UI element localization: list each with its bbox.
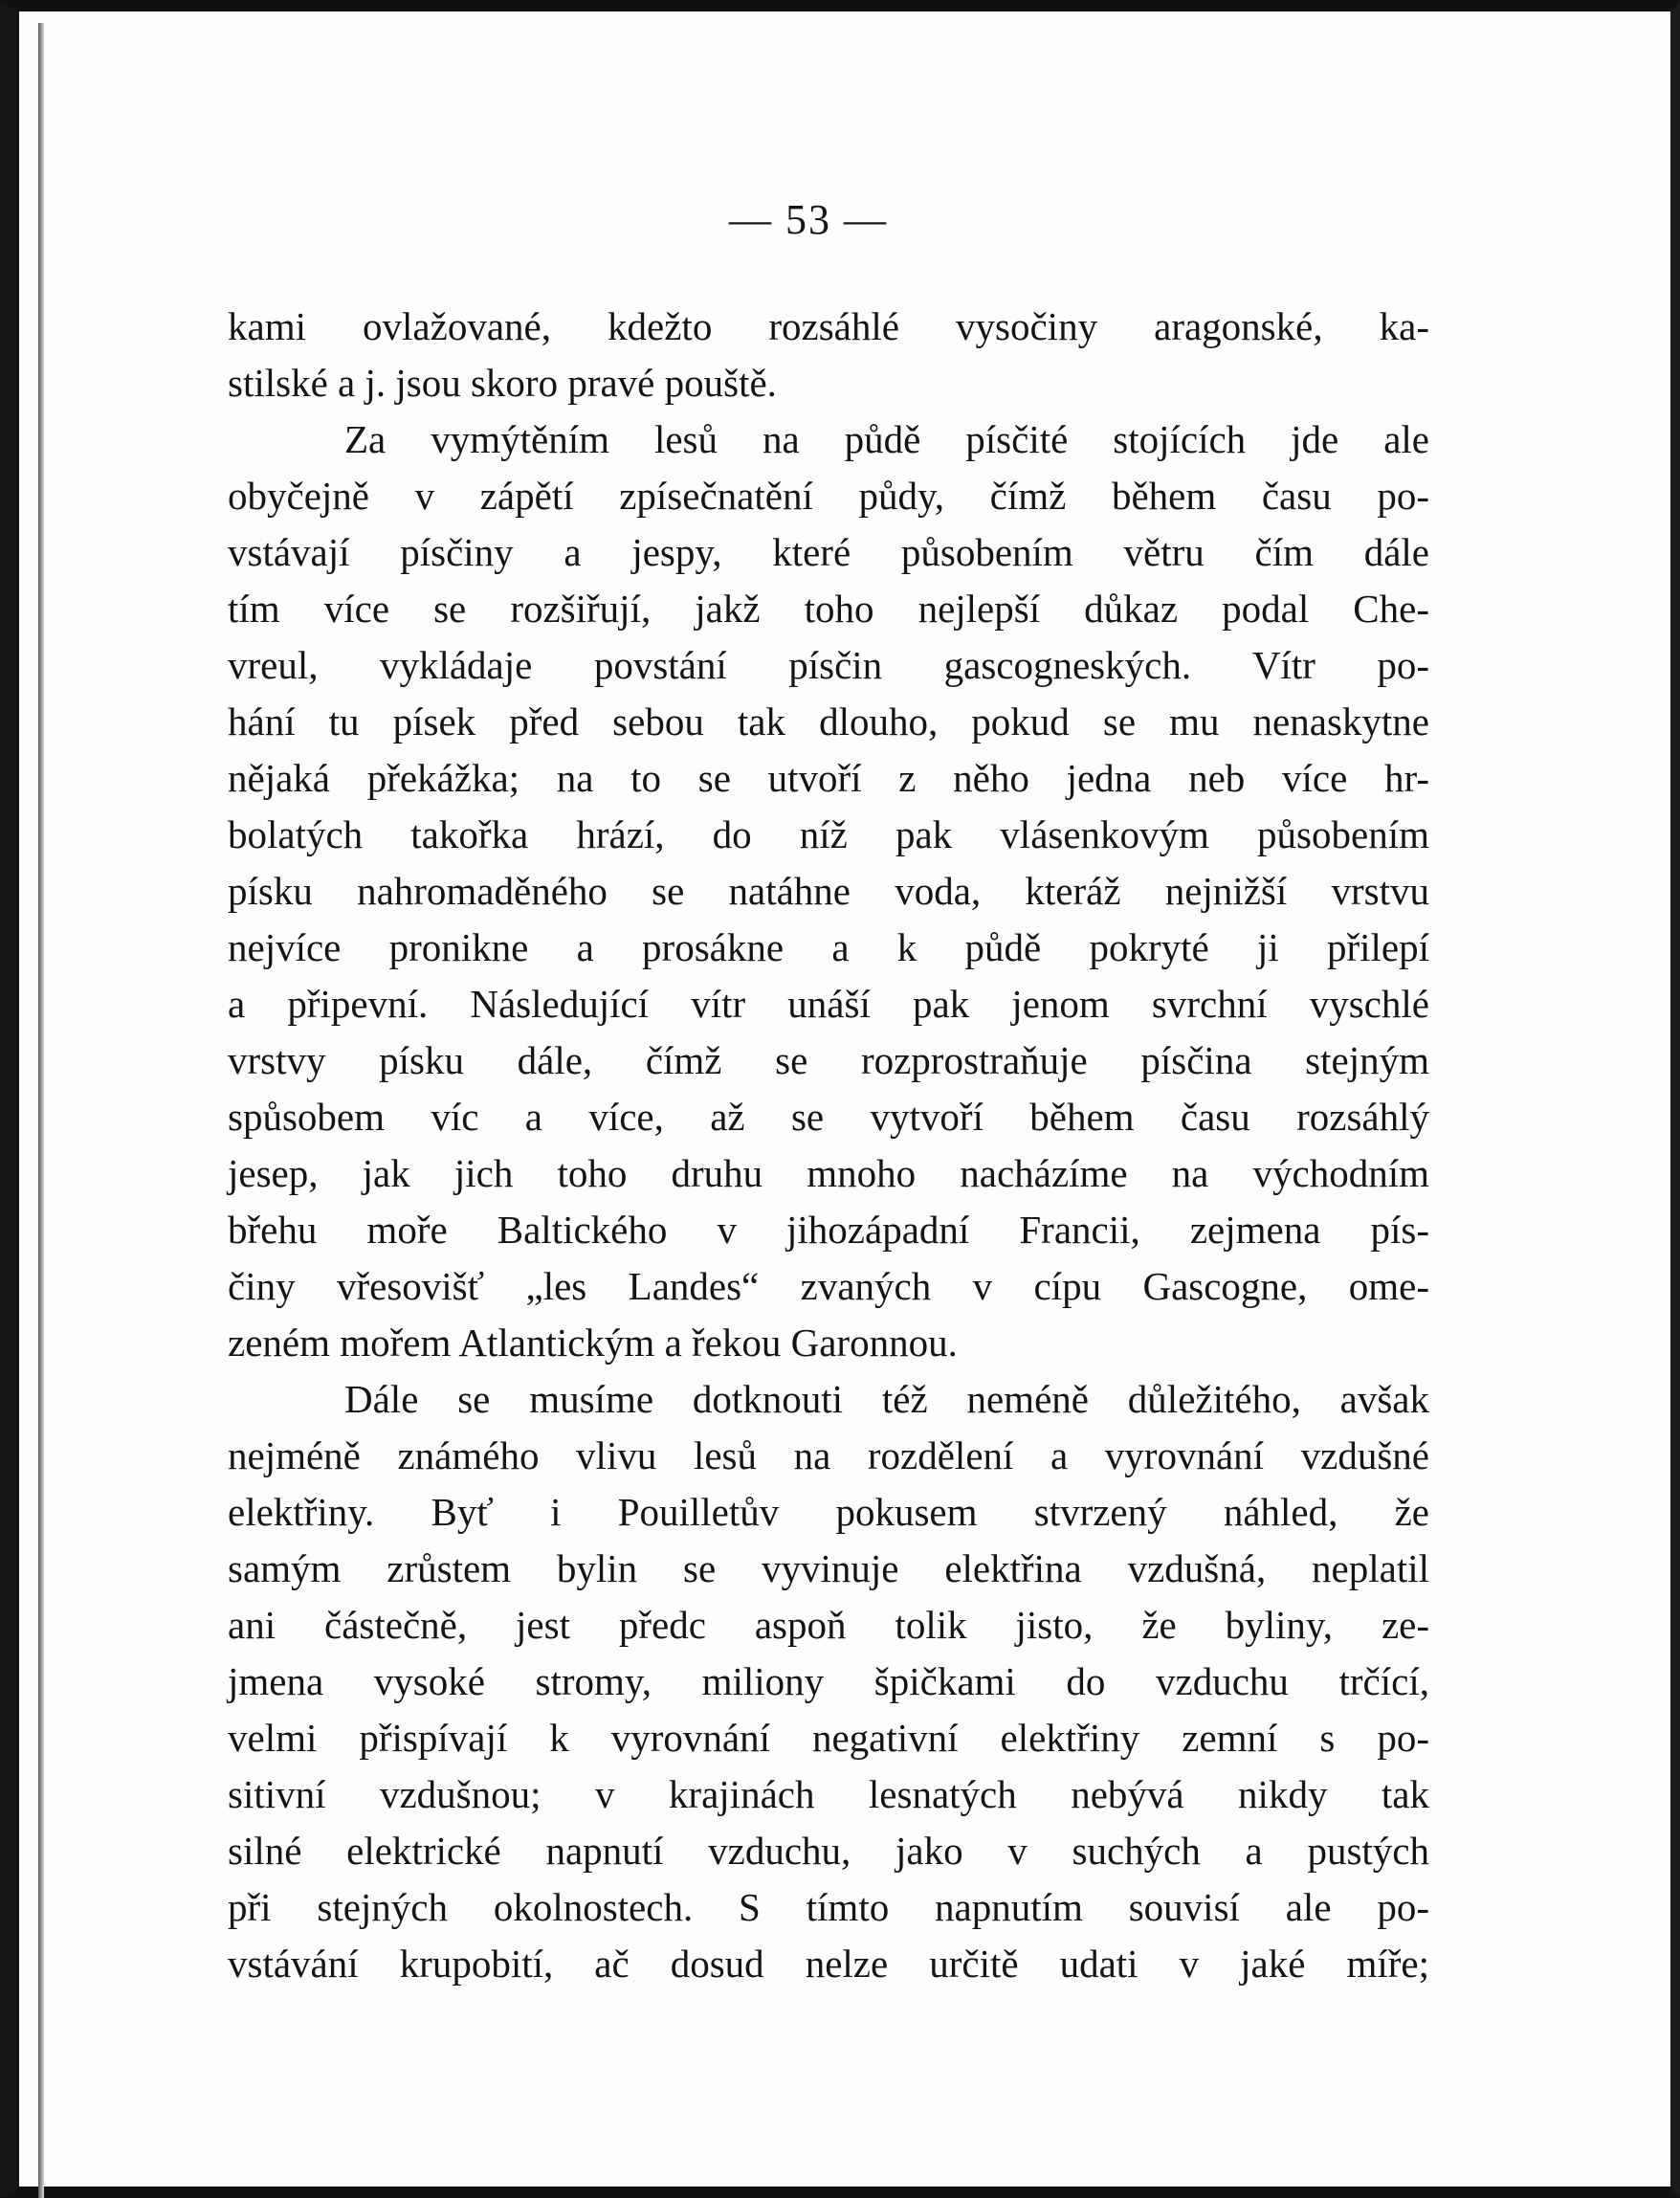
text-line: písku nahromaděného se natáhne voda, kteráž nejnižší vrstvu (228, 869, 1429, 913)
text-line: nějaká překážka; na to se utvoří z něho jedna neb více hr- (228, 756, 1429, 800)
text-line: elektřiny. Byť i Pouilletův pokusem stvrzený náhled, že (228, 1490, 1429, 1534)
text-line: hání tu písek před sebou tak dlouho, pokud se mu nenaskytne (228, 699, 1429, 744)
text-line: vrstvy písku dále, čímž se rozprostraňuje písčina stejným (228, 1038, 1429, 1082)
binding-shadow (38, 23, 44, 2198)
text-line: silné elektrické napnutí vzduchu, jako v suchých a pustých (228, 1829, 1429, 1873)
text-line: kami ovlažované, kdežto rozsáhlé vysočiny aragonské, ka- (228, 304, 1429, 348)
text-line: spůsobem víc a více, až se vytvoří během času rozsáhlý (228, 1095, 1429, 1139)
text-line: jesep, jak jich toho druhu mnoho nacházíme na východním (228, 1151, 1429, 1195)
text-line: velmi přispívají k vyrovnání negativní elektřiny zemní s po- (228, 1716, 1429, 1760)
text-line: obyčejně v zápětí zpísečnatění půdy, čímž během času po- (228, 474, 1429, 518)
text-line: nejvíce pronikne a prosákne a k půdě pokryté ji přilepí (228, 925, 1429, 969)
text-line: vreul, vykládaje povstání písčin gascogneských. Vítr po- (228, 643, 1429, 687)
text-line: vstávají písčiny a jespy, které působením větru čím dále (228, 530, 1429, 574)
text-line: břehu moře Baltického v jihozápadní Francii, zejmena pís- (228, 1208, 1429, 1252)
text-line: tím více se rozšiřují, jakž toho nejlepší důkaz podal Che- (228, 587, 1429, 631)
text-line: a připevní. Následující vítr unáší pak jenom svrchní vyschlé (228, 982, 1429, 1026)
text-line: činy vřesovišť „les Landes“ zvaných v cípu Gascogne, ome- (228, 1264, 1429, 1308)
text-line: Za vymýtěním lesů na půdě písčité stojících jde ale (344, 417, 1429, 461)
text-line: sitivní vzdušnou; v krajinách lesnatých nebývá nikdy tak (228, 1772, 1429, 1816)
text-line: zeném mořem Atlantickým a řekou Garonnou. (228, 1321, 958, 1365)
text-line: Dále se musíme dotknouti též neméně důležitého, avšak (344, 1377, 1429, 1421)
text-line: jmena vysoké stromy, miliony špičkami do vzduchu trčící, (228, 1659, 1429, 1703)
text-line: stilské a j. jsou skoro pravé pouště. (228, 361, 777, 405)
text-line: samým zrůstem bylin se vyvinuje elektřina vzdušná, neplatil (228, 1546, 1429, 1590)
text-line: ani částečně, jest předc aspoň tolik jisto, že byliny, ze- (228, 1603, 1429, 1647)
body-text (228, 299, 1429, 1992)
text-line: nejméně známého vlivu lesů na rozdělení a vyrovnání vzdušné (228, 1433, 1429, 1477)
text-line: při stejných okolnostech. S tímto napnutím souvisí ale po- (228, 1885, 1429, 1929)
text-line: vstávání krupobití, ač dosud nelze určitě udati v jaké míře; (228, 1942, 1429, 1986)
page-number: — 53 — (729, 196, 888, 243)
text-line: bolatých takořka hrází, do níž pak vlásenkovým působením (228, 812, 1429, 856)
